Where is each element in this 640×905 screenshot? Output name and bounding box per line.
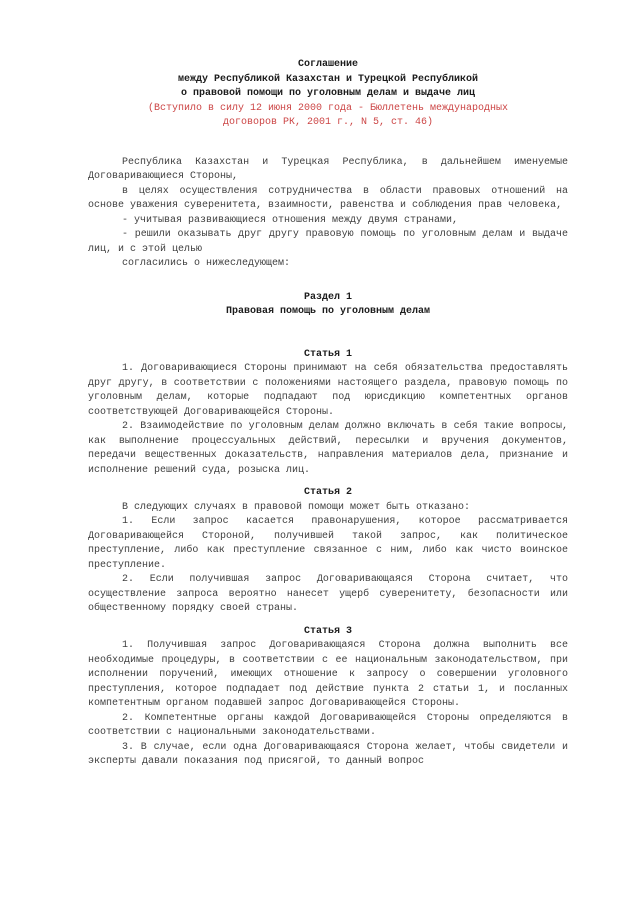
article-paragraph: 1. Договаривающиеся Стороны принимают на себя обязательства предоставлять друг другу, в соответствии с положениями настоящего раздела, правовую помощь по уголовным делам, которые подпадают под юрисдикцию компетентных органов соответствующей Договаривающейся Стороны. [88,363,568,418]
article-paragraph: 1. Если запрос касается правонарушения, которое рассматривается Договаривающейся Стороной, получившей такой запрос, как политическое преступление, либо как преступление связанное с ним, либо как чисто воинское преступление. [88,516,568,571]
document-title [88,58,568,102]
document-content [88,58,568,770]
article-heading: Статья 2 [303,487,352,498]
preamble [88,156,568,272]
article-paragraph: 2. Компетентные органы каждой Договаривающейся Стороны определяются в соответствии с национальными законодательствами. [88,712,568,738]
section-heading [88,291,568,320]
preamble-paragraph: в целях осуществления сотрудничества в области правовых отношений на основе уважения суверенитета, взаимности, равенства и соблюдения прав человека, [88,185,568,211]
preamble-paragraph: Республика Казахстан и Турецкая Республика, в дальнейшем именуемые Договаривающиеся Стороны, [88,156,568,182]
title-line-1: Соглашение [297,59,358,70]
article-2 [88,486,568,617]
preamble-paragraph: - учитывая развивающиеся отношения между двумя странами, [122,214,459,226]
article-paragraph: 2. Если получившая запрос Договаривающаяся Сторона считает, что осуществление запроса вероятно нанесет ущерб суверенитету, безопасности или общественному порядку своей страны. [88,574,568,614]
title-line-3: о правовой помощи по уголовным делам и выдаче лиц [180,88,476,99]
preamble-paragraph: - решили оказывать друг другу правовую помощь по уголовным делам и выдаче лиц, и с этой целью [88,229,568,255]
entry-note-line-2: договоров РК, 2001 г., N 5, ст. 46) [222,117,434,128]
article-3 [88,625,568,770]
article-paragraph: В следующих случаях в правовой помощи может быть отказано: [122,501,471,513]
preamble-paragraph: согласились о нижеследующем: [122,258,291,269]
article-heading: Статья 3 [303,625,352,637]
entry-note-line-1: (Вступило в силу 12 июня 2000 года - Бюллетень международных [147,102,509,114]
section-title: Правовая помощь по уголовным делам [225,306,431,317]
entry-into-force-note [88,102,568,131]
article-1 [88,348,568,479]
article-paragraph: 2. Взаимодействие по уголовным делам должно включать в себя такие вопросы, как выполнение процессуальных действий, пересылки и вручения документов, передачи вещественных доказательств, направления материалов дела, признание и исполнение решений суда, розыска лиц. [88,421,568,476]
title-line-2: между Республикой Казахстан и Турецкой Республикой [177,73,479,85]
article-paragraph: 1. Получившая запрос Договаривающаяся Сторона должна выполнить все необходимые процедуры, в соответствии с ее национальным законодательством, при исполнении поручений, имеющих отношение к запросу о совершении уголовного преступления, которое подпадает под действие пункта 2 статьи 1, и посланных компетентным органом подавшей запрос Договаривающейся Стороны. [88,640,568,709]
section-number: Раздел 1 [303,291,352,303]
article-paragraph: 3. В случае, если одна Договаривающаяся Сторона желает, чтобы свидетели и эксперты давали показания под присягой, то данный вопрос [88,741,568,767]
article-heading: Статья 1 [303,348,352,360]
